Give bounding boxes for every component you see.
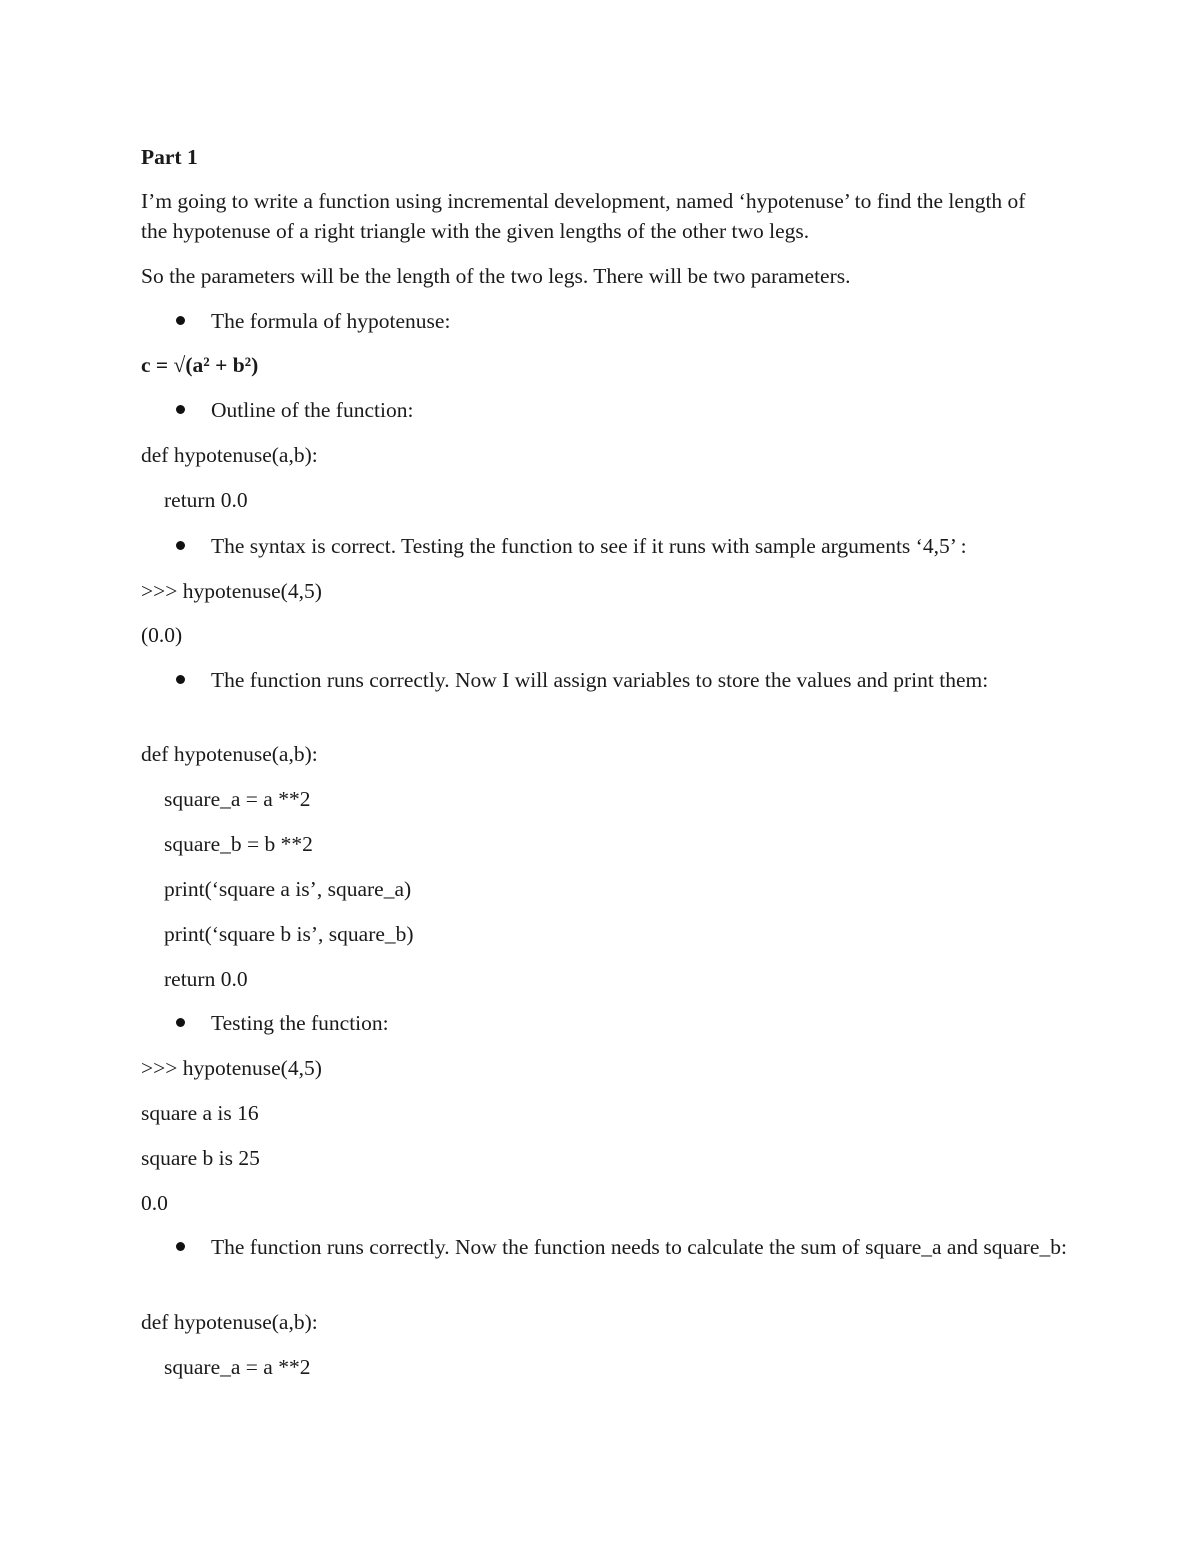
- intro-paragraph: I’m going to write a function using incremental development, named ‘hypotenuse’ to find the length of the hypotenuse of a right triangle with the given lengths of the other two legs.: [141, 189, 1026, 243]
- code-def-line: def hypotenuse(a,b):: [141, 1310, 318, 1334]
- section-heading: Part 1: [141, 145, 198, 169]
- bullet-icon: [176, 675, 185, 684]
- test-call-line: >>> hypotenuse(4,5): [141, 579, 322, 603]
- test-call-line: >>> hypotenuse(4,5): [141, 1056, 322, 1080]
- hypotenuse-formula: c = √(a² + b²): [141, 353, 259, 377]
- code-line: square_b = b **2: [164, 832, 313, 856]
- bullet-icon: [176, 1242, 185, 1251]
- code-line: square_a = a **2: [164, 787, 311, 811]
- code-def-line: def hypotenuse(a,b):: [141, 742, 318, 766]
- code-line: print(‘square b is’, square_b): [164, 922, 414, 946]
- bullet-icon: [176, 1018, 185, 1027]
- test-output-line: (0.0): [141, 623, 183, 647]
- code-line: print(‘square a is’, square_a): [164, 877, 412, 901]
- bullet-icon: [176, 405, 185, 414]
- code-def-line: def hypotenuse(a,b):: [141, 443, 318, 467]
- test-output-line: square a is 16: [141, 1101, 259, 1125]
- parameters-paragraph: So the parameters will be the length of the two legs. There will be two parameters.: [141, 264, 851, 288]
- bullet-formula-text: The formula of hypotenuse:: [211, 309, 451, 333]
- bullet-runs-text: The function runs correctly. Now the function needs to calculate the sum of square_a and square_b:: [211, 1235, 1067, 1259]
- bullet-syntax-text: The syntax is correct. Testing the function to see if it runs with sample arguments ‘4,5’ :: [211, 534, 967, 558]
- test-output-line: square b is 25: [141, 1146, 260, 1170]
- test-output-line: 0.0: [141, 1191, 168, 1215]
- bullet-icon: [176, 541, 185, 550]
- bullet-outline-text: Outline of the function:: [211, 398, 414, 422]
- bullet-testing-text: Testing the function:: [211, 1011, 389, 1035]
- code-line: square_a = a **2: [164, 1355, 311, 1379]
- bullet-runs-text: The function runs correctly. Now I will assign variables to store the values and print them:: [211, 668, 989, 692]
- code-return-line: return 0.0: [164, 967, 248, 991]
- code-return-line: return 0.0: [164, 488, 248, 512]
- bullet-icon: [176, 316, 185, 325]
